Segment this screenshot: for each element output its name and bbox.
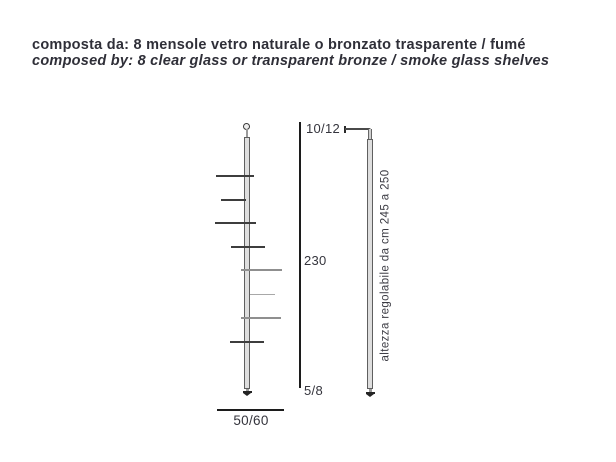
shelf-line	[231, 246, 265, 248]
dim-label-bottom: 5/8	[304, 383, 323, 398]
left-foot-tip	[243, 393, 251, 396]
shelf-line	[221, 199, 246, 201]
shelf-line	[250, 294, 275, 295]
adjustable-height-note: altezza regolabile da cm 245 a 250	[379, 169, 392, 362]
right-pole	[367, 139, 373, 389]
shelf-line	[230, 341, 264, 343]
height-dimension-line	[299, 122, 301, 388]
shelf-line	[241, 317, 281, 319]
right-foot-tip	[366, 394, 374, 397]
header	[32, 37, 549, 69]
description-english: composed by: 8 clear glass or transparent bronze / smoke glass shelves	[32, 53, 550, 69]
dim-label-middle: 230	[304, 253, 327, 268]
description-italian: composta da: 8 mensole vetro naturale o bronzato trasparente / fumé	[32, 37, 526, 53]
width-dimension-line	[217, 409, 284, 411]
shelf-line	[241, 269, 282, 271]
shelf-line	[216, 175, 254, 177]
shelf-line	[215, 222, 256, 224]
dim-label-top: 10/12	[306, 121, 341, 136]
width-dimension-label: 50/60	[233, 413, 269, 428]
